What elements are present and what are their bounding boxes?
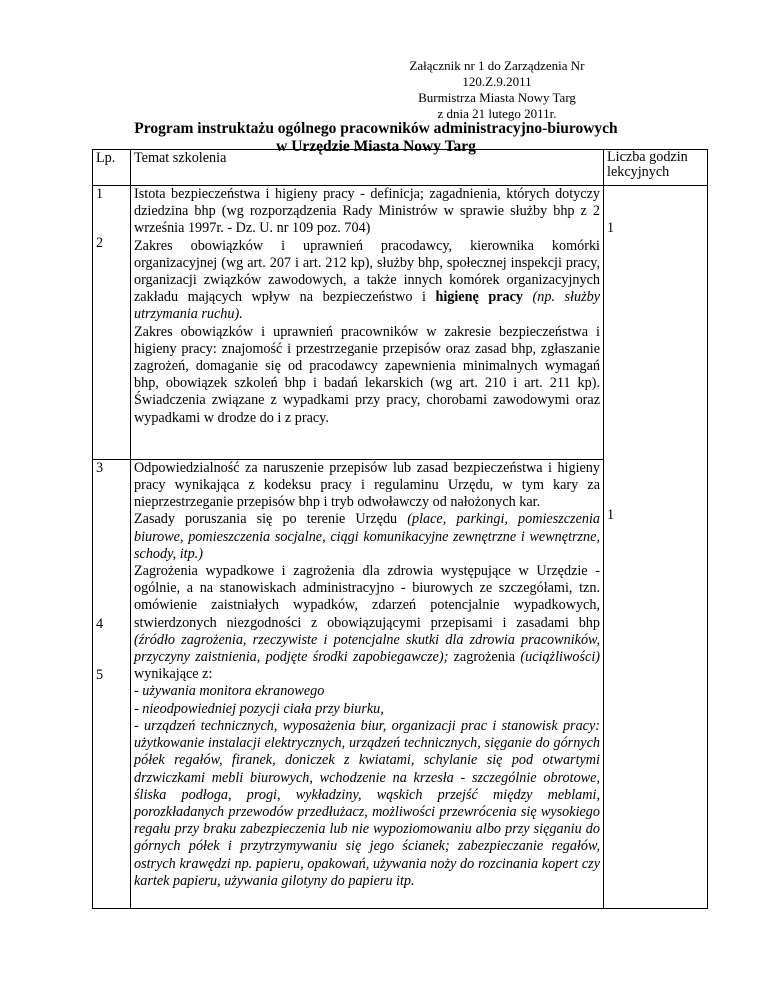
topic-row-2-text: Zakres obowiązków i uprawnień pracodawcy, kierownika komórki organizacyjnej (wg art. 207 i art. 212 kp), służby bhp, społecznej inspekcji pracy, organizacji związków zawodowych, a także innych komórek organizacyjnych zakładu mających wpływ na bezpieczeństwo i [134,237,600,306]
topic-row-2-bold: higienę pracy [435,289,523,306]
topic-row-5-italic-source: (źródło zagrożenia, rzeczywiste i potencjalne skutki dla zdrowia pracowników, przyczyny zaistnienia, podjęte środki zapobiegawcze); [134,631,600,666]
header-lp: Lp. [93,150,131,186]
row-numbers-cell [93,186,131,460]
topic-row-5-italic-nuisance: (uciążliwości) [520,649,600,666]
attachment-note-line3: z dnia 21 lutego 2011r. [437,106,557,121]
topic-row-5-text: Zagrożenia wypadkowe i zagrożenia dla zdrowia występujące w Urzędzie - ogólnie, a na stanowiskach administracyjno - biurowych ze szczegółami, tzn. omówienie zaistniałych wypadków, zdarzeń potencjalnie wypadkowych, stwierdzonych niezgodności z obowiązującymi przepisami i zasadami bhp [134,563,600,631]
hours-cell [604,186,708,909]
topic-row-2-italic: (np. służby utrzymania ruchu). [134,289,600,323]
attachment-note-line2: Burmistrza Miasta Nowy Targ [418,90,576,105]
row-number-4: 4 [96,615,104,632]
topic-row-4-italic: (place, parkingi, pomieszczenia biurowe, pomieszczenia socjalne, ciągi komunikacyjne zewnętrzne i wewnętrzne, schody, itp.) [134,511,601,562]
topic-row-4-text: Zasady poruszania się po terenie Urzędu [134,511,408,528]
topic-row-5-threats: zagrożenia [448,649,521,666]
hours-row-1: 1 [607,220,615,236]
topics-cell-1-2 [131,186,604,460]
row-number-3: 3 [96,459,104,476]
topic-row-1: Istota bezpieczeństwa i higieny pracy - definicja; zagadnienia, których dotyczy dziedzina bhp (wg rozporządzenia Rady Ministrów w sprawie służby bhp z 2 września 1997r. - Dz. U. nr 109 poz. 704) [134,186,600,237]
hours-row-4: 1 [607,507,615,523]
topic-row-4 [134,511,600,563]
document-title-line1: Program instruktażu ogólnego pracowników administracyjno-biurowych [134,120,618,137]
table-header-row [93,150,708,186]
table-row [93,186,708,460]
header-hours: Liczba godzin lekcyjnych [604,150,708,186]
row-number-1: 1 [96,186,104,202]
topic-row-2 [134,238,600,324]
topic-row-5-from: wynikające z: [134,666,213,683]
topics-cell-3-5 [131,459,604,908]
row-number-5: 5 [96,666,104,683]
topic-row-5-list-3: - urządzeń technicznych, wyposażenia biur, organizacji prac i stanowisk pracy: użytkowanie instalacji elektrycznych, urządzeń technicznych, sięganie do górnych półek regałów, firanek, doniczek z kwiatami, schylanie się pod otwartymi drzwiczkami mebli biurowych, wchodzenie na krzesła - szczególnie obrotowe, śliska podłoga, progi, wykładziny, wąskich przejść między meblami, porozkładanych przewodów przedłużacz, możliwości przewrócenia się wysokiego regału przy braku zabezpieczenia lub nie wypoziomowaniu albo przy sięganiu do górnych półek i przytrzymywaniu się jego ścianek; zabezpieczanie regałów, ostrych krawędzi np. papieru, opakowań, używania noży do rozcinania kopert czy kartek papieru, używania gilotyny do papieru itp. [134,717,600,889]
topic-row-3: Odpowiedzialność za naruszenie przepisów lub zasad bezpieczeństwa i higieny pracy wynikająca z kodeksu pracy i regulaminu Urzędu, w tym kary za nieprzestrzeganie przepisów bhp i tryb odwoławczy od nałożonych kar. [134,459,600,511]
attachment-note [390,58,604,122]
topic-row-2-duties: Zakres obowiązków i uprawnień pracowników w zakresie bezpieczeństwa i higieny pracy: znajomość i przestrzeganie przepisów oraz zasad bhp, zgłaszanie zagrożeń, domaganie się od pracodawcy zapewnienia minimalnych wymagań bhp, obowiązek szkoleń bhp i badań lekarskich (wg art. 210 i art. 211 kp). Świadczenia związane z wypadkami przy pracy, chorobami zawodowymi oraz wypadkami w drodze do i z pracy. [134,323,600,426]
topic-row-5-list-1: - używania monitora ekranowego [134,683,325,700]
row-numbers-cell [93,459,131,908]
topic-row-5 [134,563,600,683]
row-number-2: 2 [96,235,104,251]
header-topic: Temat szkolenia [131,150,604,186]
topic-row-5-list-2: - nieodpowiedniej pozycji ciała przy biurku, [134,700,384,717]
attachment-note-line1: Załącznik nr 1 do Zarządzenia Nr 120.Z.9.2011 [409,58,585,89]
document-title-line2: w Urzędzie Miasta Nowy Targ [276,138,476,155]
training-program-table [92,149,708,909]
